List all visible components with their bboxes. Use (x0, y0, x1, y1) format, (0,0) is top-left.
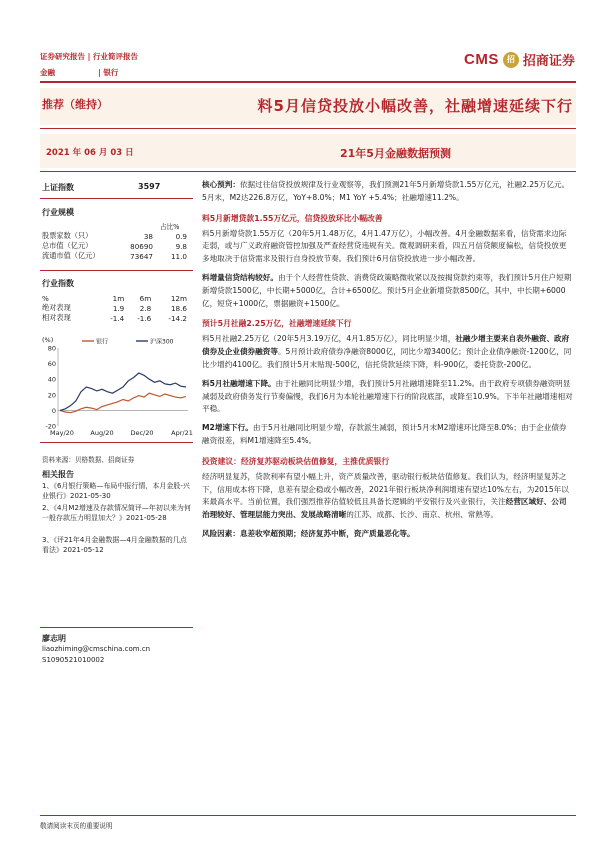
logo-text: CMS (464, 51, 499, 68)
table-row (42, 303, 187, 313)
perf-title: 行业指数 (42, 279, 74, 288)
scale-pct: 11.0 (170, 251, 187, 261)
index-value: 3597 (138, 182, 161, 191)
scale-table (42, 231, 187, 261)
performance-chart (40, 334, 193, 446)
chart-xtick-label: Aug/20 (90, 429, 114, 437)
table-row (42, 251, 187, 261)
analyst-name: 廖志明 (42, 634, 66, 643)
section-loans-title: 料5月新增贷款1.55万亿元，信贷投放环比小幅改善 (202, 213, 383, 223)
tsf-growth-text: 由于社融同比明显少增，我们预计5月社融增速降至11.2%。由于政府专项债券融资明显减弱及政府债务发行节奏偏慢，我们6月为本轮社融增速下行的阶段底部，或降至10.9%。下半年社融增速相对平稳。 (202, 378, 573, 414)
scale-name: 流通市值（亿元） (42, 251, 100, 260)
chart-ylabel: (%) (42, 336, 54, 344)
loan-structure (202, 272, 574, 310)
tsf-growth (202, 378, 574, 416)
analyst-license: S1090521010002 (42, 656, 105, 664)
logo-cn: 招商证券 (522, 54, 575, 69)
scale-name: 总市值（亿元） (42, 241, 93, 250)
perf-val: 18.6 (170, 303, 187, 313)
risk-label: 风险因素： (202, 528, 240, 538)
sidebar-rule-1 (40, 198, 193, 199)
chart-ytick-label: 0 (51, 406, 56, 415)
table-row (42, 241, 187, 251)
sector-label: 金融 (40, 68, 55, 77)
section-tsf-text (202, 333, 574, 371)
report-subtitle: 21年5月金融数据预测 (340, 147, 451, 160)
related-title: 相关报告 (42, 470, 74, 479)
core-prediction (202, 179, 574, 205)
perf-val: 1.9 (112, 303, 125, 313)
industry-label: | 银行 (98, 68, 119, 77)
risk-text: 息差收窄超预期；经济复苏中断，资产质量恶化等。 (239, 528, 415, 538)
chart-source: 资料来源：贝格数据、招商证券 (42, 456, 135, 464)
sidebar-rule-2 (40, 270, 193, 271)
risk-factors (202, 528, 574, 541)
chart-legend-label: 沪深300 (150, 338, 174, 346)
report-date: 2021 年 06 月 03 日 (46, 148, 134, 158)
chart-xtick-label: Dec/20 (130, 429, 154, 437)
analyst-email[interactable]: liaozhiming@cmschina.com.cn (42, 645, 151, 653)
report-type: 证券研究报告 | 行业简评报告 (40, 52, 138, 61)
rating: 推荐（维持） (42, 98, 108, 111)
related-item[interactable]: 3、《评21年4月金融数据—4月金融数据的几点看法》2021-05-12 (42, 536, 187, 554)
advice-text-a: 经济明显复苏，贷款利率有望小幅上升，资产质量改善，驱动银行板块估值修复。我们认为，经济明显复苏之下，信用成本将下降，息差有望企稳或小幅改善，2021年银行板块净利润增速有望达10%左右，为2015年以来最高水平。当前位置，我们强烈推荐估值较低且具备长逻辑的平安银行及兴业银行，关注 (202, 471, 569, 507)
scale-value: 80690 (130, 241, 153, 251)
scale-pct: 0.9 (175, 231, 187, 241)
perf-val: 2.8 (139, 303, 152, 313)
tsf-text-b: 。5月预计政府债券净融资8000亿，同比少增3400亿；预计企业债净融资-1200亿，同比少增约4100亿。我们预计5月末贴现-500亿，信托贷款延续下降，料-900亿，委托贷款-200亿。 (202, 347, 572, 369)
footer-divider (40, 815, 576, 816)
footer-note: 敬请阅读末页的重要说明 (40, 822, 113, 830)
tsf-bold: 社融少增主要来自表外融资、政府债券及企业债券融资等 (202, 334, 570, 357)
loan-structure-text: 由于个人经营性贷款、消费贷政策略微收紧以及按揭贷款约束等，我们预计5月住户短期新增贷款1500亿，中长期+5000亿，合计+6500亿。预计5月企业新增贷款8500亿，其中，中长期+6000亿，短贷+1000亿，票据融资+1500亿。 (202, 272, 572, 308)
perf-head: 1m (112, 293, 125, 303)
related-item[interactable]: 2、《4月M2增速及存款情况简评—年初以来为何一般存款压力明显加大？》2021-05-28 (42, 504, 191, 522)
perf-val: -1.4 (110, 313, 125, 323)
chart-ytick-label: 60 (47, 360, 56, 369)
m2-growth-label: M2增速下行。 (202, 423, 253, 433)
loan-structure-label: 料增量信贷结构较好。 (202, 272, 278, 282)
section-loans-text: 料5月新增贷款1.55万亿（20年5月1.48万亿，4月1.47万亿），小幅改善。4月金融数据来看，信贷需求边际走弱，或与广义政府融资管控加强及严查经营贷违规有关。微观调研来看，四五月信贷额度偏松，信贷投放更多地取决于信贷需求及银行自身投放节奏。我们预计6月信贷投放进一步小幅改善。 (202, 228, 567, 264)
perf-head: 6m (139, 293, 152, 303)
perf-name: 相对表现 (42, 313, 71, 322)
main-content (202, 179, 574, 541)
advice-text (202, 471, 574, 522)
related-item[interactable]: 1、《6月银行策略—布局中报行情，本月金股-兴业银行》2021-05-30 (42, 482, 190, 500)
chart-ytick-label: 20 (47, 391, 56, 400)
advice-title: 投资建议：经济复苏驱动板块估值修复，主推优质银行 (202, 456, 390, 466)
chart-ytick-label: 80 (47, 344, 56, 353)
chart-ytick-label: -20 (45, 422, 56, 431)
perf-head: % (42, 293, 49, 303)
scale-title: 行业规模 (42, 208, 74, 217)
table-row (42, 313, 187, 323)
m2-growth (202, 422, 574, 448)
table-row (42, 293, 187, 303)
perf-val: -14.2 (168, 313, 187, 323)
perf-table (42, 293, 187, 323)
chart-xtick-label: Apr/21 (171, 429, 193, 437)
title-divider (40, 128, 576, 129)
perf-head: 12m (170, 293, 187, 303)
tsf-growth-label: 料5月社融增速下降。 (202, 378, 276, 388)
perf-val: -1.6 (137, 313, 152, 323)
index-label: 上证指数 (42, 183, 74, 192)
chart-xtick-label: May/20 (50, 429, 74, 437)
section-tsf-title: 预计5月社融2.25万亿，社融增速延续下行 (202, 319, 352, 329)
logo-badge-icon: 招 (503, 52, 519, 68)
header-divider (40, 81, 576, 83)
table-row (42, 231, 187, 241)
scale-pct: 9.8 (175, 241, 187, 251)
scale-unit: 占比% (160, 223, 180, 231)
report-title: 料5月信贷投放小幅改善，社融增速延续下行 (257, 97, 573, 115)
date-divider (40, 171, 576, 172)
scale-name: 股票家数（只） (42, 231, 93, 240)
chart-series-line (60, 373, 186, 410)
tsf-text-a: 料5月社融2.25万亿（20年5月3.19万亿，4月1.85万亿），同比明显少增， (202, 334, 456, 344)
scale-value: 38 (143, 231, 153, 241)
scale-value: 73647 (130, 251, 153, 261)
advice-text-b: 的江苏、成都、长沙、南京、杭州、常熟等。 (346, 510, 499, 520)
m2-growth-text: 由于5月社融同比明显少增，存款派生减弱，预计5月末M2增速环比降至8.0%；由于企业债券融资很差，料M1增速降至5.4%。 (202, 423, 567, 445)
advice-bold: 经营区域好、公司治理较好、管理层能力突出、发展战略清晰 (202, 497, 567, 520)
sidebar-rule-3 (40, 442, 193, 443)
chart-legend-label: 银行 (96, 338, 109, 346)
chart-ytick-label: 40 (47, 375, 56, 384)
core-label: 核心预判： (202, 180, 240, 189)
cms-logo (464, 50, 575, 69)
sidebar-rule-4 (40, 627, 193, 628)
sidebar (40, 176, 193, 796)
perf-name: 绝对表现 (42, 303, 71, 312)
core-text: 依据过往信贷投放规律及行业观察等，我们预测21年5月新增贷款1.55万亿元，社融2.25万亿元。5月末，M2达226.8万亿，YoY+8.0%；M1 YoY +5.4%；社融增速11.2%。 (202, 180, 570, 202)
